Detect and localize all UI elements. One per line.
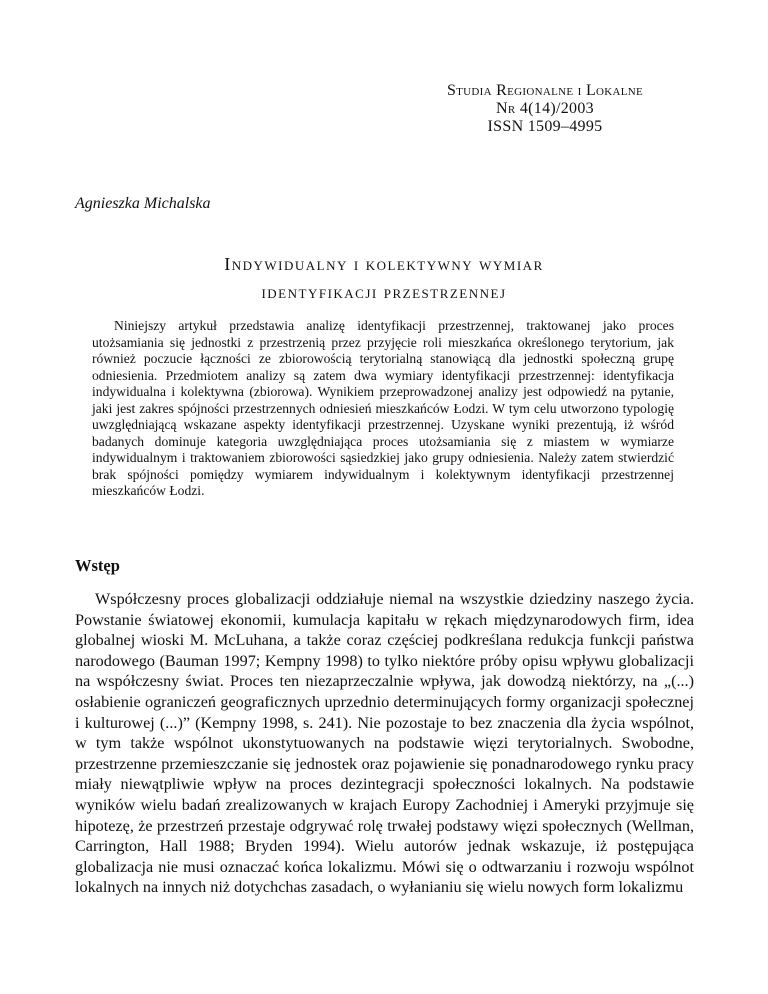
journal-header	[400, 82, 690, 136]
article-title-line-1: Indywidualny i kolektywny wymiar	[224, 254, 544, 274]
body-paragraph: Współczesny proces globalizacji oddziałuje niemal na wszystkie dziedziny naszego życia. Powstanie światowej ekonomii, kumulacja kapitału w rękach międzynarodowych firm, idea globalnej wioski M. McLuhana, a także coraz częściej podkreślana redukcja funkcji państwa narodowego (Bauman 1997; Kempny 1998) to tylko niektóre próby opisu wpływu globalizacji na współczesny świat. Proces ten niezaprzeczalnie wpływa, jak dowodzą niektórzy, na „(...) osłabienie ograniczeń geograficznych uprzednio determinujących formy organizacji społecznej i kulturowej (...)” (Kempny 1998, s. 241). Nie pozostaje to bez znaczenia dla życia wspólnot, w tym także wspólnot ukonstytuowanych na podstawie więzi terytorialnych. Swobodne, przestrzenne przemieszczanie się jednostek oraz pojawienie się ponadnarodowego rynku pracy miały niewątpliwie wpływ na proces dezintegracji społeczności lokalnych. Na podstawie wyników wielu badań zrealizowanych w krajach Europy Zachodniej i Ameryki przyjmuje się hipotezę, że przestrzeń przestaje odgrywać rolę trwałej podstawy więzi społecznych (Wellman, Carrington, Hall 1988; Bryden 1994). Wielu autorów jednak wskazuje, iż postępująca globalizacja nie musi oznaczać końca lokalizmu. Mówi się o odtwarzaniu i rozwoju wspólnot lokalnych na innych niż dotychchas zasadach, o wyłanianiu się wielu nowych form lokalizmu	[75, 590, 694, 897]
journal-name: Studia Regionalne i Lokalne	[446, 82, 644, 99]
author-name: Agnieszka Michalska	[75, 195, 211, 212]
journal-issue: Nr 4(14)/2003	[496, 100, 594, 117]
article-title-line-2: identyfikacji przestrzennej	[261, 282, 507, 302]
section-heading: Wstęp	[75, 556, 120, 575]
article-title	[75, 250, 693, 306]
journal-issn: ISSN 1509–4995	[487, 118, 603, 135]
abstract: Niniejszy artykuł przedstawia analizę identyfikacji przestrzennej, traktowanej jako proces utożsamiania się jednostki z przestrzenią przez przyjęcie roli mieszkańca określonego terytorium, jak również poczucie łączności ze zbiorowością terytorialną stanowiącą dla jednostki społeczną grupę odniesienia. Przedmiotem analizy są zatem dwa wymiary identyfikacji przestrzennej: identyfikacja indywidualna i kolektywna (zbiorowa). Wynikiem przeprowadzonej analizy jest odpowiedź na pytanie, jaki jest zakres spójności przestrzennych odniesień mieszkańców Łodzi. W tym celu utworzono typologię uwzględniającą wskazane aspekty identyfikacji przestrzennej. Uzyskane wyniki prezentują, iż wśród badanych dominuje kategoria uwzględniająca proces utożsamiania się z miastem w wymiarze indywidualnym i traktowaniem zbiorowości sąsiedzkiej jako grupy odniesienia. Należy zatem stwierdzić brak spójności pomiędzy wymiarem indywidualnym i kolektywnym identyfikacji przestrzennej mieszkańców Łodzi.	[92, 318, 674, 498]
